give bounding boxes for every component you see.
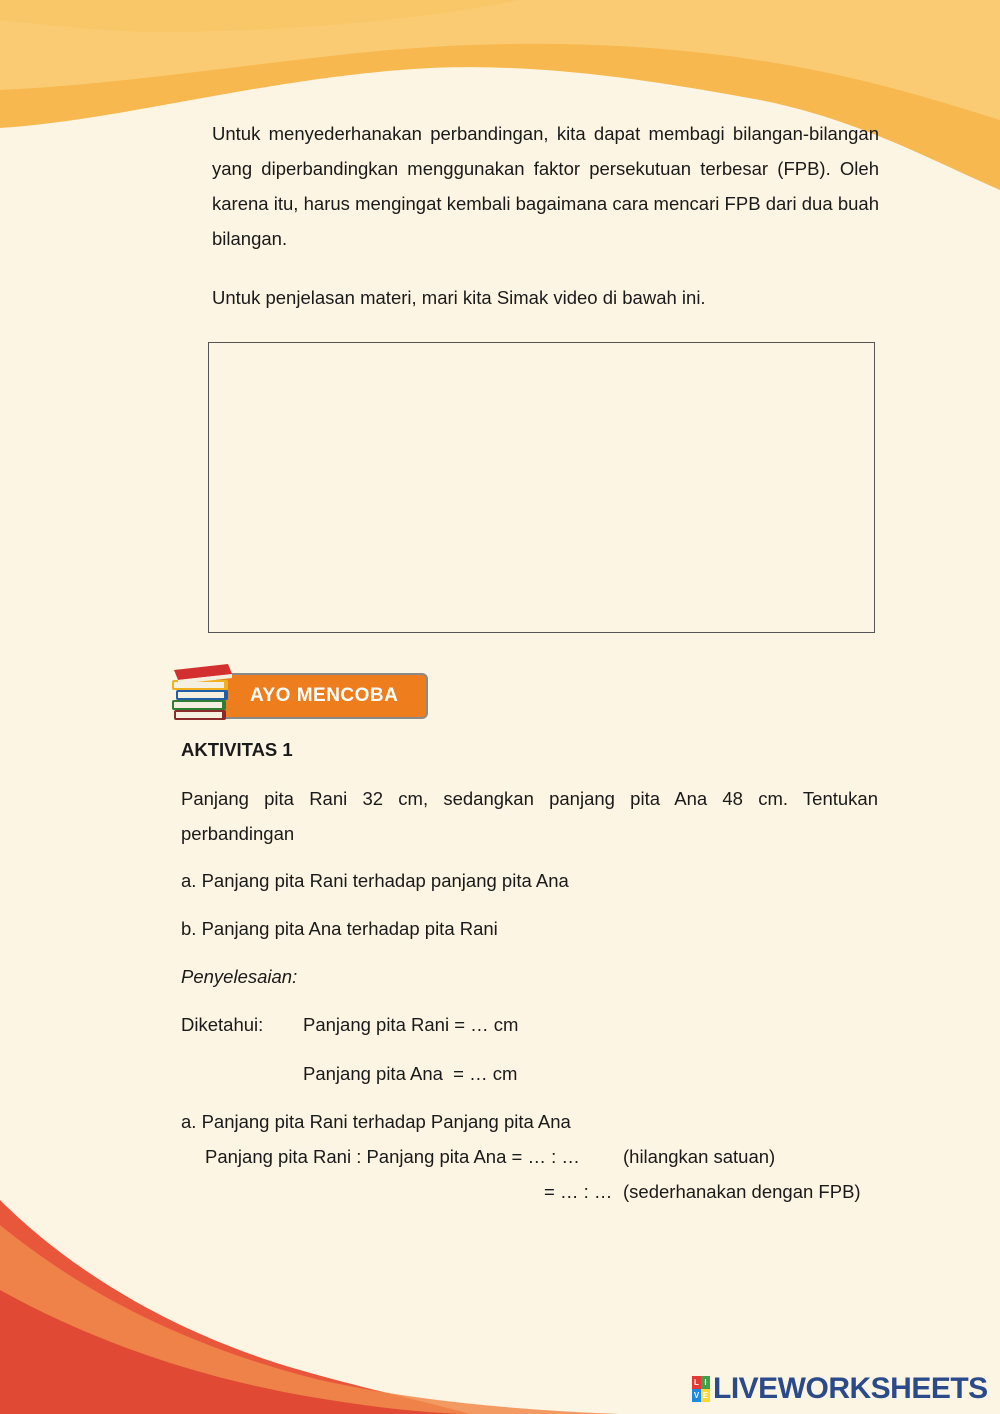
answer-a-simplified: = … : … (544, 1181, 613, 1202)
answer-a-title: a. Panjang pita Rani terhadap Panjang pita Ana (181, 1111, 571, 1132)
answer-a-ratio: Panjang pita Rani : Panjang pita Ana = … : … (205, 1146, 580, 1167)
solution-label: Penyelesaian: (181, 966, 298, 987)
books-stack-icon (168, 660, 238, 726)
activity-title: AKTIVITAS 1 (181, 739, 293, 760)
question-b: b. Panjang pita Ana terhadap pita Rani (181, 918, 498, 939)
intro-paragraph-1: Untuk menyederhanakan perbandingan, kita dapat membagi bilangan-bilangan yang diperbandingkan menggunakan faktor persekutuan terbesar (FPB). Oleh karena itu, harus mengingat kembali bagaimana cara mencari FPB dari dua buah bilangan. (212, 123, 879, 249)
known-label: Diketahui: (181, 1014, 264, 1035)
logo-icon-letter: L (692, 1376, 701, 1389)
answer-a-note-2: (sederhanakan dengan FPB) (623, 1181, 861, 1202)
ayo-mencoba-header (168, 660, 438, 726)
liveworksheets-logo[interactable] (692, 1372, 988, 1406)
liveworksheets-logo-text: LIVEWORKSHEETS (713, 1372, 988, 1405)
liveworksheets-logo-icon (692, 1376, 710, 1402)
ayo-mencoba-badge: AYO MENCOBA (216, 673, 428, 719)
answer-a-note-1: (hilangkan satuan) (623, 1146, 776, 1167)
video-placeholder[interactable] (208, 342, 875, 633)
known-rani: Panjang pita Rani = … cm (303, 1014, 519, 1035)
activity-task: Panjang pita Rani 32 cm, sedangkan panjang pita Ana 48 cm. Tentukan perbandingan (181, 788, 878, 844)
logo-icon-letter: V (693, 1391, 700, 1400)
question-a: a. Panjang pita Rani terhadap panjang pita Ana (181, 870, 569, 891)
logo-icon-letter: E (702, 1391, 709, 1400)
logo-icon-letter: I (701, 1376, 710, 1389)
intro-paragraph-2: Untuk penjelasan materi, mari kita Simak video di bawah ini. (212, 287, 706, 308)
known-ana: Panjang pita Ana = … cm (303, 1063, 518, 1084)
